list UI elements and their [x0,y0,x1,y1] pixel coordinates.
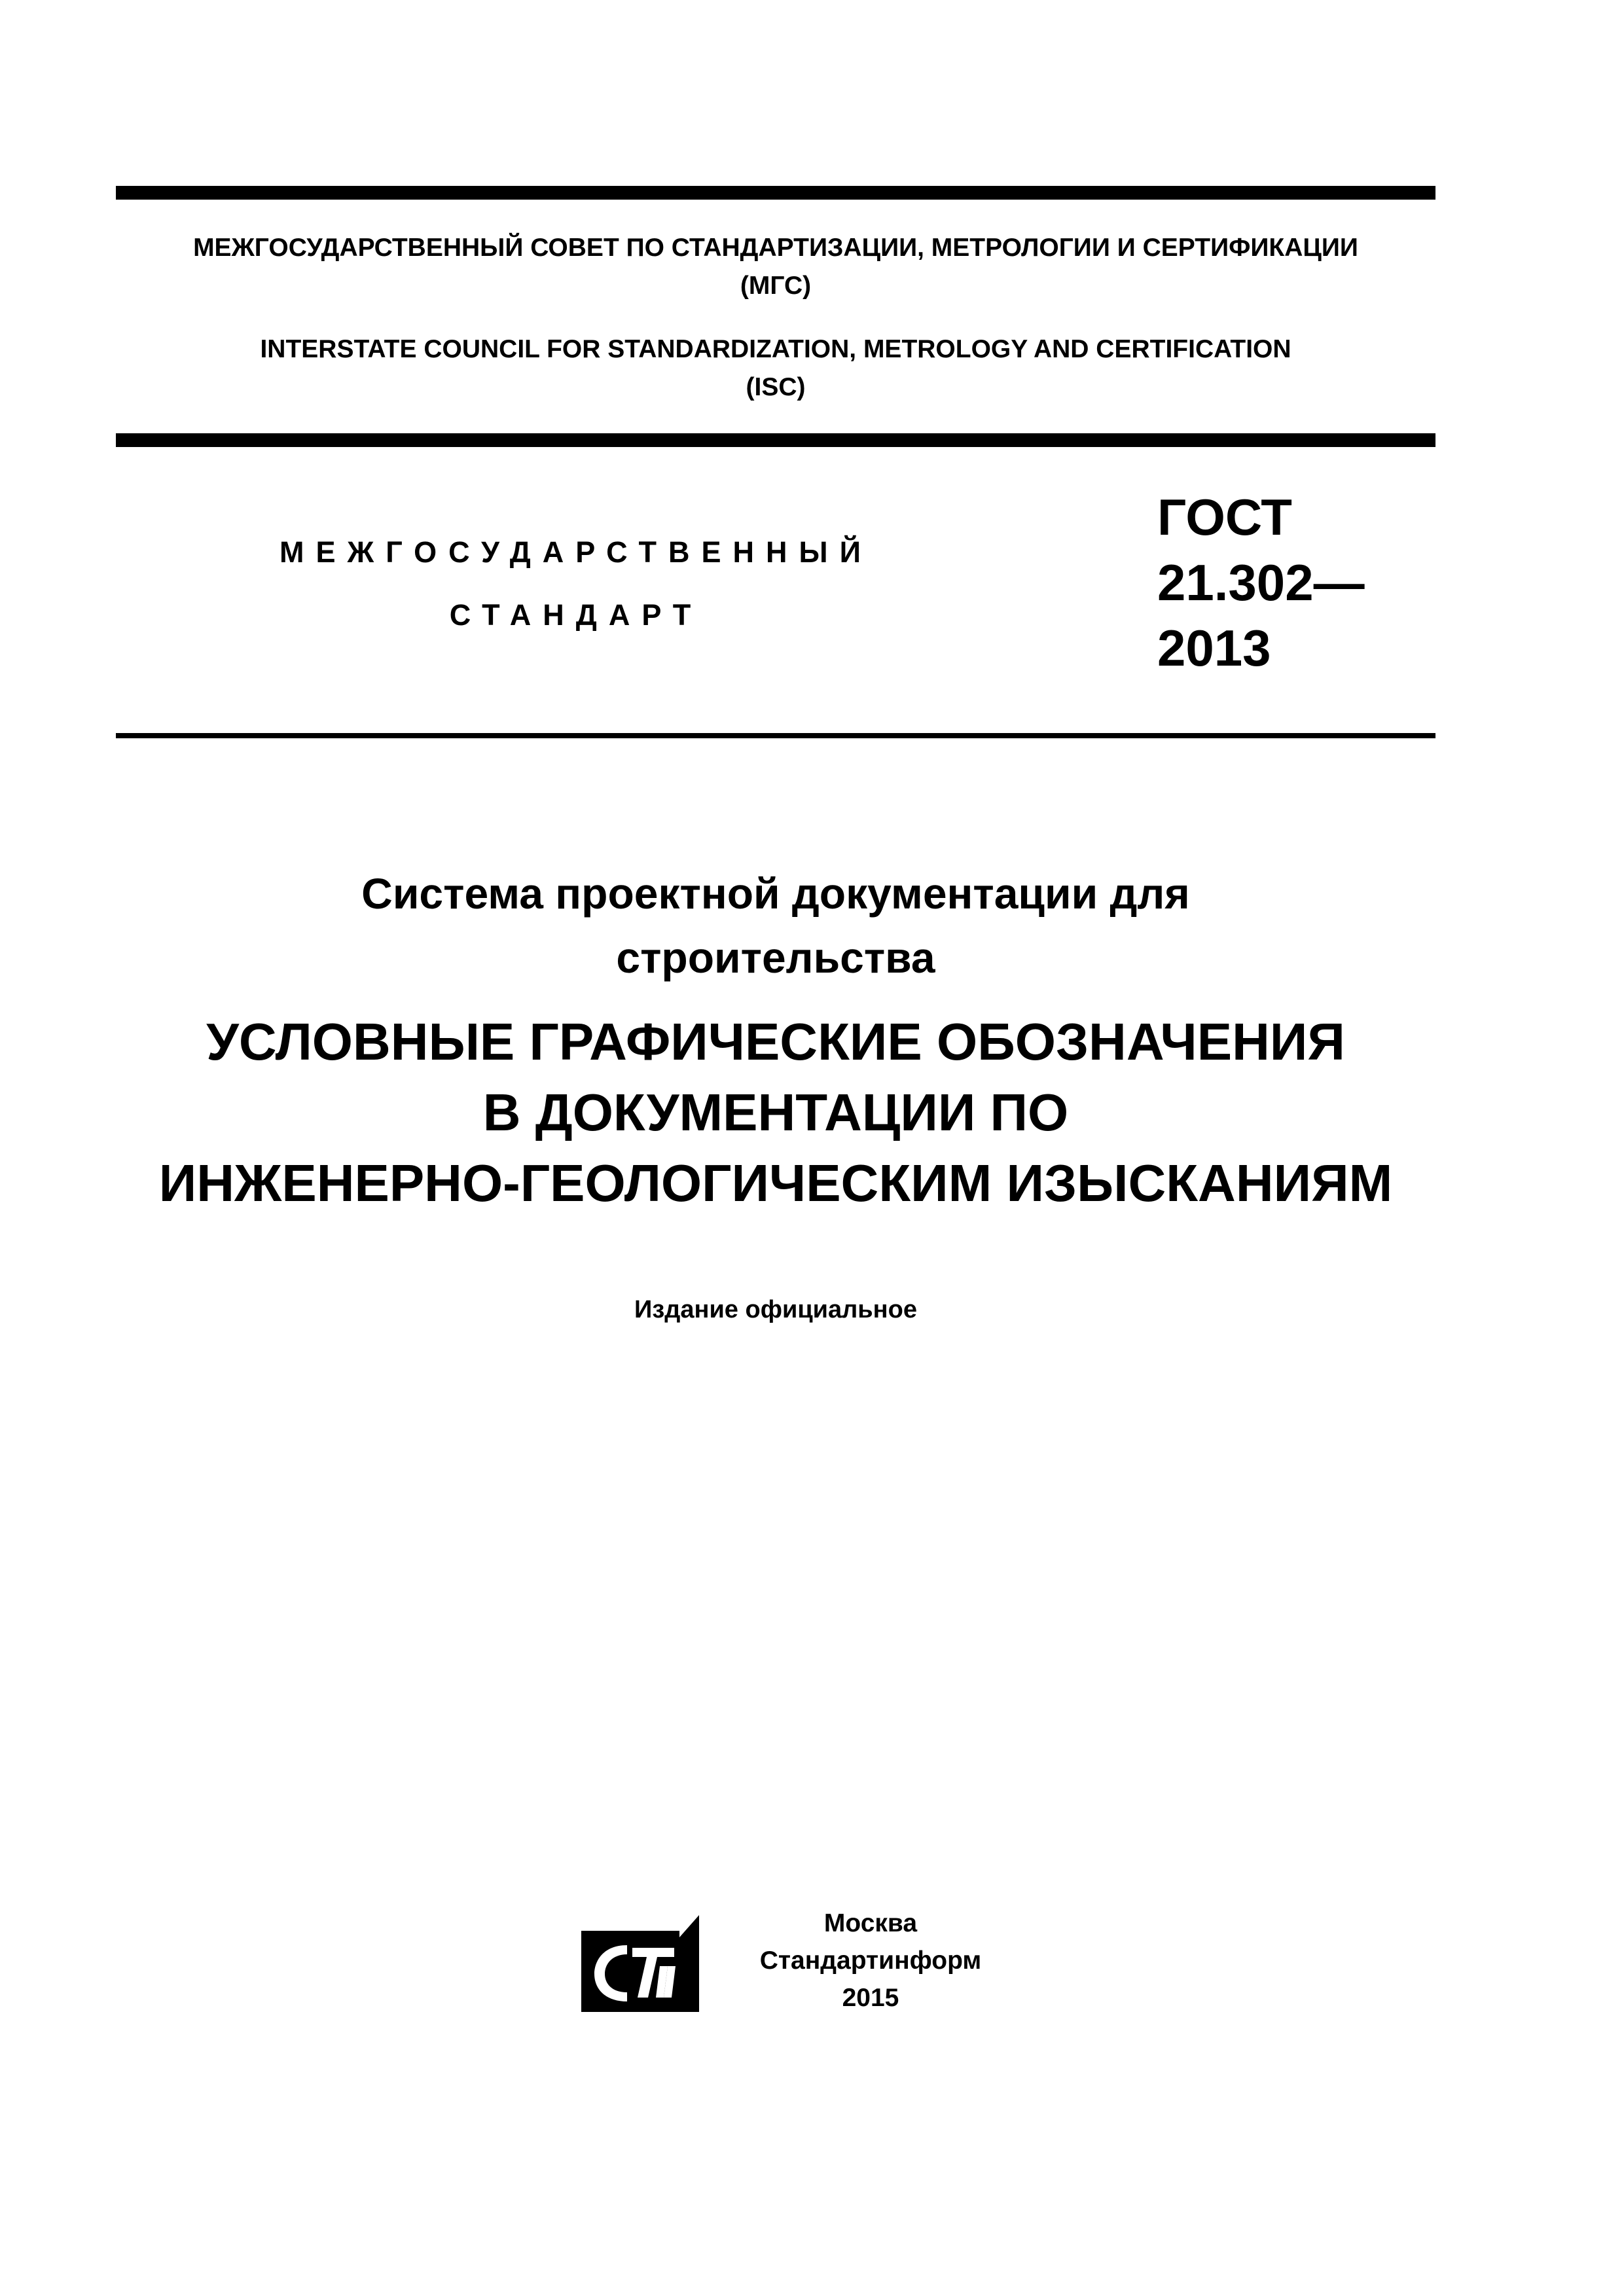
document-title: УСЛОВНЫЕ ГРАФИЧЕСКИЕ ОБОЗНАЧЕНИЯ В ДОКУМЕНТАЦИИ ПО ИНЖЕНЕРНО-ГЕОЛОГИЧЕСКИМ ИЗЫСКАНИЯМ [158,1013,1393,1212]
council-en-block [116,331,1435,406]
edition-note: Издание официальное [634,1296,917,1323]
standartinform-logo-icon [576,1911,704,2017]
imprint-publisher: Стандартинформ [759,1946,982,1975]
council-ru-block [116,229,1435,305]
imprint-block [720,1905,1021,2017]
gost-designation: ГОСТ 21.302— 2013 [1157,488,1365,677]
middle-rule [116,433,1435,447]
top-rule [116,186,1435,200]
document-series: Система проектной документации для строительства [361,869,1190,982]
standard-kind-line2: СТАНДАРТ [449,598,703,632]
council-en-abbr: (ISC) [746,373,806,401]
council-ru-abbr: (МГС) [740,272,812,300]
council-ru-name: МЕЖГОСУДАРСТВЕННЫЙ СОВЕТ ПО СТАНДАРТИЗАЦИИ, МЕТРОЛОГИИ И СЕРТИФИКАЦИИ [193,234,1358,262]
imprint-year: 2015 [842,1984,899,2012]
imprint-city: Москва [823,1909,918,1937]
council-en-name: INTERSTATE COUNCIL FOR STANDARDIZATION, METROLOGY AND CERTIFICATION [260,335,1291,363]
thin-rule [116,733,1435,738]
standard-kind [216,521,936,647]
standard-kind-line1: МЕЖГОСУДАРСТВЕННЫЙ [280,535,873,569]
